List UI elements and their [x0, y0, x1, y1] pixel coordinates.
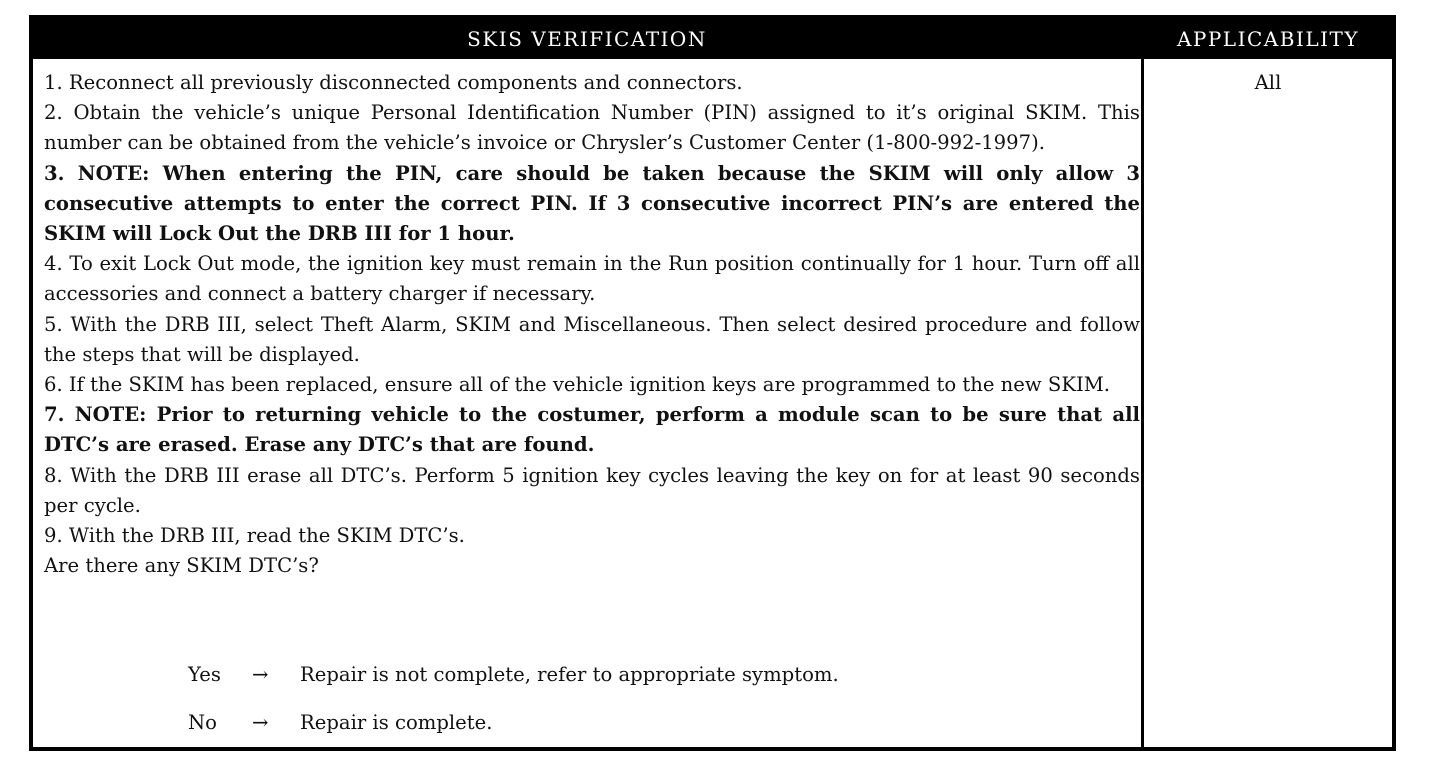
- header-title: SKIS VERIFICATION: [467, 27, 707, 51]
- answer-text: Repair is complete.: [300, 711, 493, 734]
- procedure-column: [44, 68, 1140, 581]
- step-8: 8. With the DRB III erase all DTC’s. Perform 5 ignition key cycles leaving the key on for at least 90 seconds per cycle.: [44, 463, 1140, 517]
- step-4: 4. To exit Lock Out mode, the ignition key must remain in the Run position continually for 1 hour. Turn off all accessories and connect a battery charger if necessary.: [44, 252, 1140, 306]
- answer-label: No: [188, 711, 217, 734]
- column-divider: [1141, 59, 1144, 747]
- answer-no: [188, 708, 839, 756]
- applicability-value: All: [1254, 71, 1282, 94]
- arrow-icon: →: [252, 711, 269, 734]
- step-5: 5. With the DRB III, select Theft Alarm, SKIM and Miscellaneous. Then select desired procedure and follow the steps that will be displayed.: [44, 312, 1140, 366]
- skis-verification-table: [29, 15, 1396, 751]
- step-7-note: [44, 400, 1140, 460]
- answers: [188, 660, 839, 756]
- step-6: 6. If the SKIM has been replaced, ensure all of the vehicle ignition keys are programmed to the new SKIM.: [44, 373, 1110, 397]
- step-2: 2. Obtain the vehicle’s unique Personal Identification Number (PIN) assigned to it’s original SKIM. This number can be obtained from the vehicle’s invoice or Chrysler’s Customer Center (1-800-992-1997).: [44, 101, 1140, 155]
- step-9: 9. With the DRB III, read the SKIM DTC’s.: [44, 524, 465, 548]
- applicability-column: [1144, 68, 1392, 98]
- step-3-note: [44, 159, 1140, 250]
- step-3-text: 3. NOTE: When entering the PIN, care should be taken because the SKIM will only allow 3 consecutive attempts to enter the correct PIN. If 3 consecutive incorrect PIN’s are entered the SKIM will Lock Out the DRB III for 1 hour.: [44, 161, 1140, 246]
- table-header: [33, 19, 1392, 59]
- answer-label: Yes: [188, 663, 221, 686]
- step-7-text: 7. NOTE: Prior to returning vehicle to the costumer, perform a module scan to be sure that all DTC’s are erased. Erase any DTC’s that are found.: [44, 403, 1140, 457]
- step-1: 1. Reconnect all previously disconnected components and connectors.: [44, 71, 743, 94]
- answer-text: Repair is not complete, refer to appropriate symptom.: [300, 663, 839, 686]
- question: Are there any SKIM DTC’s?: [44, 554, 319, 578]
- answer-yes: [188, 660, 839, 708]
- arrow-icon: →: [252, 663, 269, 686]
- header-applicability: APPLICABILITY: [1176, 27, 1360, 51]
